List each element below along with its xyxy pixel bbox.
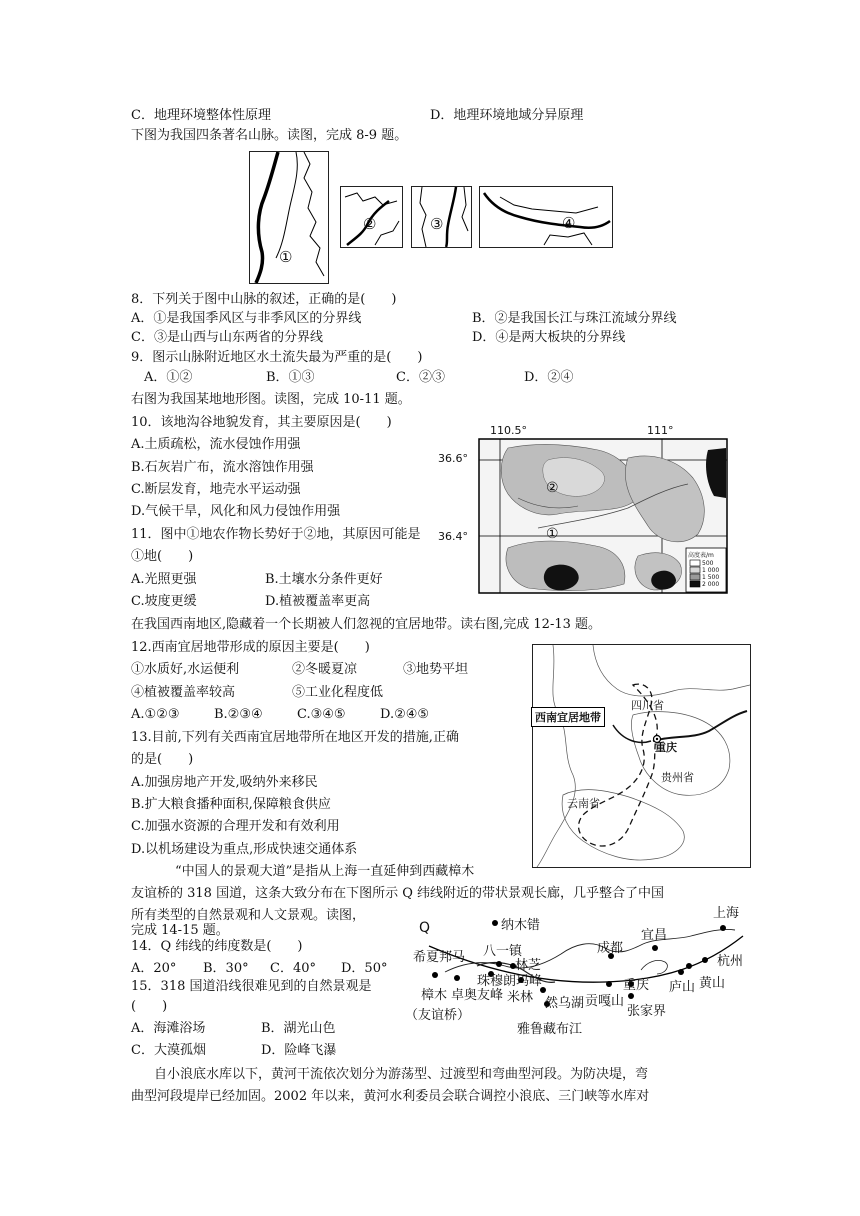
- q12-item-5: ⑤工业化程度低: [292, 685, 384, 700]
- q13-option-d: D.以机场建设为重点,形成快速交通体系: [131, 842, 358, 857]
- bottom-para-line1: 自小浪底水库以下，黄河干流依次划分为游荡型、过渡型和弯曲型河段。为防决堤，弯: [154, 1067, 649, 1082]
- para-318-line3: 所有类型的自然景观和人文景观。读图，: [131, 908, 366, 923]
- bayi-label: 八一镇: [483, 944, 523, 959]
- linzhi-label: 林芝: [515, 958, 542, 973]
- lushan-label: 庐山: [669, 980, 696, 995]
- intro-q10-11: 右图为我国某地地形图。读图，完成 10-11 题。: [131, 392, 411, 407]
- southwest-map: [532, 644, 751, 868]
- topo-point-2: ②: [546, 480, 559, 496]
- legend-1500: 1 500: [702, 574, 720, 581]
- route-318-map: [395, 900, 755, 1060]
- lat-label-36-4: 36.4°: [438, 530, 468, 543]
- q10-option-a: A.土质疏松，流水侵蚀作用强: [131, 437, 301, 452]
- q9-option-d: D．②④: [524, 370, 574, 385]
- namucuo-label: 纳木错: [501, 918, 541, 933]
- topographic-map-drawing: [478, 438, 728, 594]
- q8-option-c: C．③是山西与山东两省的分界线: [131, 330, 323, 345]
- q12-item-4: ④植被覆盖率较高: [131, 685, 236, 700]
- chengdu-label: 成都: [597, 941, 624, 956]
- milin-label: 米林: [507, 990, 534, 1005]
- q11-option-d: D.植被覆盖率更高: [265, 594, 371, 609]
- para-318-line2: 友谊桥的 318 国道，这条大致分布在下图所示 Q 纬线附近的带状景观长廊，几乎整合了中国: [131, 886, 665, 901]
- q13-stem: 13.目前,下列有关西南宜居地带所在地区开发的措施,正确: [131, 730, 459, 745]
- legend-2000: 2 000: [702, 581, 720, 588]
- yichang-label: 宜昌: [641, 928, 668, 943]
- intro-q8-9: 下图为我国四条著名山脉。读图，完成 8-9 题。: [131, 128, 408, 143]
- zhuoaoyou-label: 卓奥友峰: [451, 988, 504, 1003]
- q8-option-a: A．①是我国季风区与非季风区的分界线: [131, 311, 362, 326]
- q9-option-b: B．①③: [266, 370, 315, 385]
- gongga-label: 贡嘎山: [585, 994, 625, 1009]
- q11-option-c: C.坡度更缓: [131, 594, 197, 609]
- shanghai-label: 上海: [713, 906, 740, 921]
- q7-option-d: D．地理环境地域分异原理: [430, 108, 584, 123]
- legend-title: 高度表/m: [688, 552, 714, 559]
- sichuan-label: 四川省: [631, 699, 664, 712]
- q11-option-a: A.光照更强: [131, 572, 197, 587]
- q14-option-d: D．50°: [341, 961, 388, 976]
- q14-option-c: C．40°: [270, 961, 316, 976]
- xixiabangma-label: 希夏邦马: [413, 950, 466, 965]
- q15-option-c: C．大漠孤烟: [131, 1043, 206, 1058]
- ranwu-lake-label: 然乌湖: [545, 996, 585, 1011]
- q15-stem-cont: ( ): [131, 999, 168, 1014]
- mountain-label-4: ④: [562, 214, 576, 232]
- bottom-para-line2: 曲型河段堤岸已经加固。2002 年以来，黄河水利委员会联合调控小浪底、三门峡等水库对: [131, 1089, 650, 1104]
- q10-stem: 10．该地沟谷地貌发育，其主要原因是( ): [131, 415, 392, 430]
- mountain-label-1: ①: [279, 248, 293, 266]
- southwest-map-drawing: [533, 645, 750, 867]
- q12-option-d: D.②④⑤: [380, 707, 430, 722]
- huangshan-label: 黄山: [699, 976, 726, 991]
- q7-option-c: C．地理环境整体性原理: [131, 108, 271, 123]
- topo-point-1: ①: [546, 526, 559, 542]
- q13-option-a: A.加强房地产开发,吸纳外来移民: [131, 775, 318, 790]
- zhumulangma-label: 珠穆朗玛峰: [477, 974, 543, 989]
- q12-option-b: B.②③④: [214, 707, 263, 722]
- lon-label-110-5: 110.5°: [490, 424, 527, 437]
- q15-option-a: A．海滩浴场: [131, 1021, 206, 1036]
- q11-stem: 11．图中①地农作物长势好于②地，其原因可能是: [131, 527, 421, 542]
- zhangmu-label: 樟木: [421, 988, 448, 1003]
- yunnan-label: 云南省: [567, 797, 600, 810]
- legend-500: 500: [702, 560, 714, 567]
- zhangjiajie-label: 张家界: [627, 1004, 667, 1019]
- q13-option-b: B.扩大粮食播种面积,保障粮食供应: [131, 797, 331, 812]
- q9-stem: 9．图示山脉附近地区水土流失最为严重的是( ): [131, 350, 423, 365]
- q12-item-1: ①水质好,水运便利: [131, 662, 240, 677]
- mountain-map-1: [249, 151, 329, 284]
- q8-stem: 8．下列关于图中山脉的叙述，正确的是( ): [131, 292, 397, 307]
- q15-option-d: D．险峰飞瀑: [261, 1043, 337, 1058]
- topographic-map: [438, 424, 728, 594]
- q8-option-d: D．④是两大板块的分界线: [472, 330, 626, 345]
- livable-belt-label: 西南宜居地带: [531, 707, 605, 727]
- q15-option-b: B．湖光山色: [261, 1021, 336, 1036]
- q14-option-b: B．30°: [203, 961, 249, 976]
- q12-stem: 12.西南宜居地带形成的原因主要是( ): [131, 640, 370, 655]
- q14-option-a: A．20°: [131, 961, 177, 976]
- q13-stem-cont: 的是( ): [131, 752, 194, 767]
- hangzhou-label: 杭州: [717, 954, 744, 969]
- q12-option-c: C.③④⑤: [297, 707, 346, 722]
- para-318-line1: “中国人的景观大道”是指从上海一直延伸到西藏樟木: [175, 864, 475, 879]
- q9-option-c: C．②③: [396, 370, 445, 385]
- mountain-map-3: [411, 186, 472, 248]
- mountain-label-2: ②: [363, 215, 377, 233]
- legend-1000: 1 000: [702, 567, 720, 574]
- q12-item-3: ③地势平坦: [403, 662, 469, 677]
- q11-stem-cont: ①地( ): [131, 549, 194, 564]
- q12-option-a: A.①②③: [131, 707, 180, 722]
- q8-option-b: B．②是我国长江与珠江流域分界线: [472, 311, 677, 326]
- mountain-label-3: ③: [430, 215, 444, 233]
- mountain-map-2: [340, 186, 403, 248]
- q11-option-b: B.土壤水分条件更好: [265, 572, 383, 587]
- q12-item-2: ②冬暖夏凉: [292, 662, 358, 677]
- latitude-q-label: Q: [419, 920, 431, 936]
- guizhou-label: 贵州省: [661, 771, 694, 784]
- q13-option-c: C.加强水资源的合理开发和有效利用: [131, 819, 340, 834]
- chongqing-label: 重庆: [655, 741, 677, 754]
- youyiqiao-label: （友谊桥）: [405, 1008, 471, 1023]
- q15-stem: 15．318 国道沿线很难见到的自然景观是: [131, 979, 372, 994]
- q10-option-b: B.石灰岩广布，流水溶蚀作用强: [131, 460, 314, 475]
- q14-stem: 14．Q 纬线的纬度数是( ): [131, 939, 303, 954]
- yarlung-tsangpo-label: 雅鲁藏布江: [517, 1022, 583, 1037]
- lon-label-111: 111°: [647, 424, 674, 437]
- q10-option-c: C.断层发育，地壳水平运动强: [131, 482, 301, 497]
- chongqing-route-label: 重庆: [623, 978, 650, 993]
- lat-label-36-6: 36.6°: [438, 452, 468, 465]
- para-318-line4: 完成 14-15 题。: [131, 923, 229, 938]
- mountain-map-4-drawing: [480, 187, 612, 247]
- q10-option-d: D.气候干旱，风化和风力侵蚀作用强: [131, 504, 341, 519]
- mountain-map-4: [479, 186, 613, 248]
- intro-q12-13: 在我国西南地区,隐藏着一个长期被人们忽视的宜居地带。读右图,完成 12-13 题。: [131, 617, 602, 632]
- q9-option-a: A．①②: [144, 370, 193, 385]
